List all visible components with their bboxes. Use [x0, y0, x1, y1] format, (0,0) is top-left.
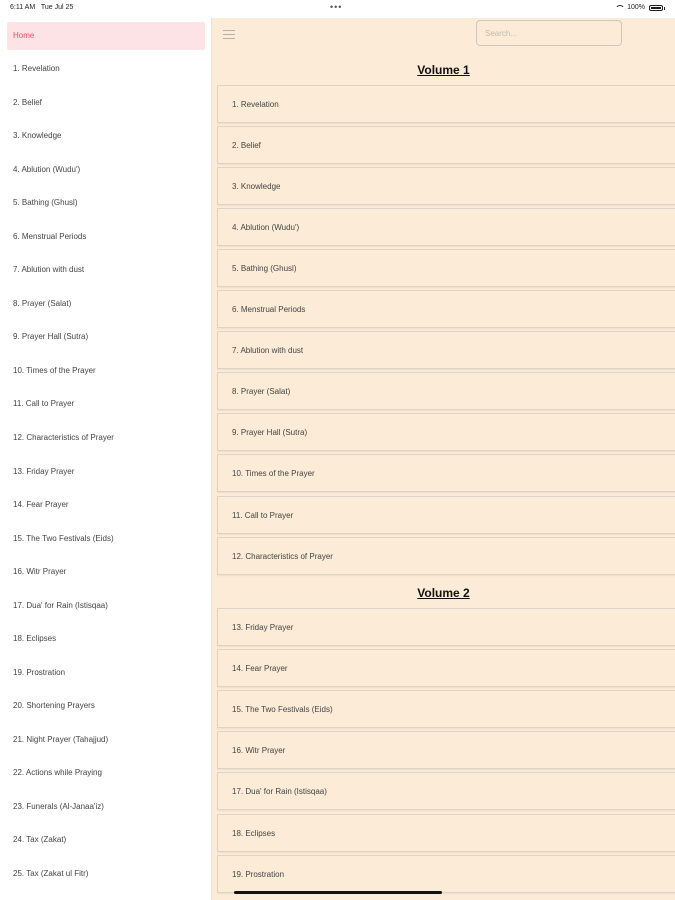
main-content — [212, 18, 675, 900]
home-indicator[interactable] — [234, 891, 442, 894]
chapter-card[interactable]: 14. Fear Prayer — [217, 649, 675, 687]
sidebar-item[interactable]: 9. Prayer Hall (Sutra) — [13, 332, 89, 341]
chapter-card[interactable]: 9. Prayer Hall (Sutra) — [217, 413, 675, 451]
chapter-card[interactable]: 11. Call to Prayer — [217, 496, 675, 534]
sidebar-item[interactable]: 18. Eclipses — [13, 634, 57, 643]
chapter-card[interactable]: 5. Bathing (Ghusl) — [217, 249, 675, 287]
sidebar-item[interactable]: 1. Revelation — [13, 64, 60, 73]
chapter-card[interactable]: 7. Ablution with dust — [217, 331, 675, 369]
sidebar-item[interactable]: 17. Dua' for Rain (Istisqaa) — [13, 601, 108, 610]
chapter-card[interactable]: 12. Characteristics of Prayer — [217, 537, 675, 575]
chapter-card[interactable]: 13. Friday Prayer — [217, 608, 675, 646]
chapter-card[interactable]: 18. Eclipses — [217, 814, 675, 852]
sidebar-item[interactable]: 20. Shortening Prayers — [13, 701, 95, 710]
sidebar-item[interactable]: 23. Funerals (Al-Janaa'iz) — [13, 802, 104, 811]
status-bar — [0, 0, 675, 18]
sidebar — [0, 18, 212, 900]
sidebar-item[interactable]: 25. Tax (Zakat ul Fitr) — [13, 869, 89, 878]
battery-percent: 100% — [627, 4, 645, 11]
chapter-card[interactable]: 16. Witr Prayer — [217, 731, 675, 769]
status-indicators — [615, 4, 663, 11]
sidebar-item[interactable]: 14. Fear Prayer — [13, 500, 69, 509]
sidebar-item[interactable]: 11. Call to Prayer — [13, 399, 75, 408]
chapter-card[interactable]: 1. Revelation — [217, 85, 675, 123]
chapter-card[interactable]: 6. Menstrual Periods — [217, 290, 675, 328]
sidebar-item[interactable]: 15. The Two Festivals (Eids) — [13, 534, 114, 543]
sidebar-item[interactable]: 19. Prostration — [13, 668, 66, 677]
battery-icon — [649, 5, 663, 11]
chapter-card[interactable]: 8. Prayer (Salat) — [217, 372, 675, 410]
chapter-card[interactable]: 17. Dua' for Rain (Istisqaa) — [217, 772, 675, 810]
chapter-card[interactable]: 19. Prostration — [217, 855, 675, 893]
sidebar-item[interactable]: 24. Tax (Zakat) — [13, 835, 67, 844]
sidebar-item[interactable]: 21. Night Prayer (Tahajjud) — [13, 735, 109, 744]
sidebar-item[interactable]: 7. Ablution with dust — [13, 265, 85, 274]
status-clock: 6:11 AM — [10, 4, 36, 11]
menu-icon[interactable] — [223, 30, 235, 39]
status-date: Tue Jul 25 — [40, 4, 74, 11]
sidebar-item[interactable]: 13. Friday Prayer — [13, 467, 75, 476]
sidebar-item[interactable]: 10. Times of the Prayer — [13, 366, 96, 375]
search-input[interactable] — [476, 20, 622, 46]
volume-heading: Volume 2 — [417, 586, 470, 600]
sidebar-item[interactable]: 3. Knowledge — [13, 131, 62, 140]
sidebar-item[interactable]: 16. Witr Prayer — [13, 567, 67, 576]
sidebar-item[interactable]: 6. Menstrual Periods — [13, 232, 87, 241]
sidebar-item[interactable]: 8. Prayer (Salat) — [13, 299, 72, 308]
sidebar-item[interactable]: 22. Actions while Praying — [13, 768, 102, 777]
sidebar-item[interactable]: 5. Bathing (Ghusl) — [13, 198, 78, 207]
multitasking-dots-icon[interactable]: ••• — [330, 2, 343, 12]
volume-heading: Volume 1 — [417, 63, 470, 77]
sidebar-item[interactable]: 12. Characteristics of Prayer — [13, 433, 114, 442]
chapter-card[interactable]: 4. Ablution (Wudu') — [217, 208, 675, 246]
chapter-card[interactable]: 10. Times of the Prayer — [217, 454, 675, 492]
chapter-card[interactable]: 2. Belief — [217, 126, 675, 164]
sidebar-item[interactable]: 2. Belief — [13, 98, 42, 107]
status-time — [10, 4, 73, 11]
sidebar-item[interactable]: 4. Ablution (Wudu') — [13, 165, 81, 174]
wifi-icon — [615, 5, 623, 11]
chapter-card[interactable]: 3. Knowledge — [217, 167, 675, 205]
sidebar-item-home[interactable]: Home — [7, 22, 205, 50]
chapter-card[interactable]: 15. The Two Festivals (Eids) — [217, 690, 675, 728]
